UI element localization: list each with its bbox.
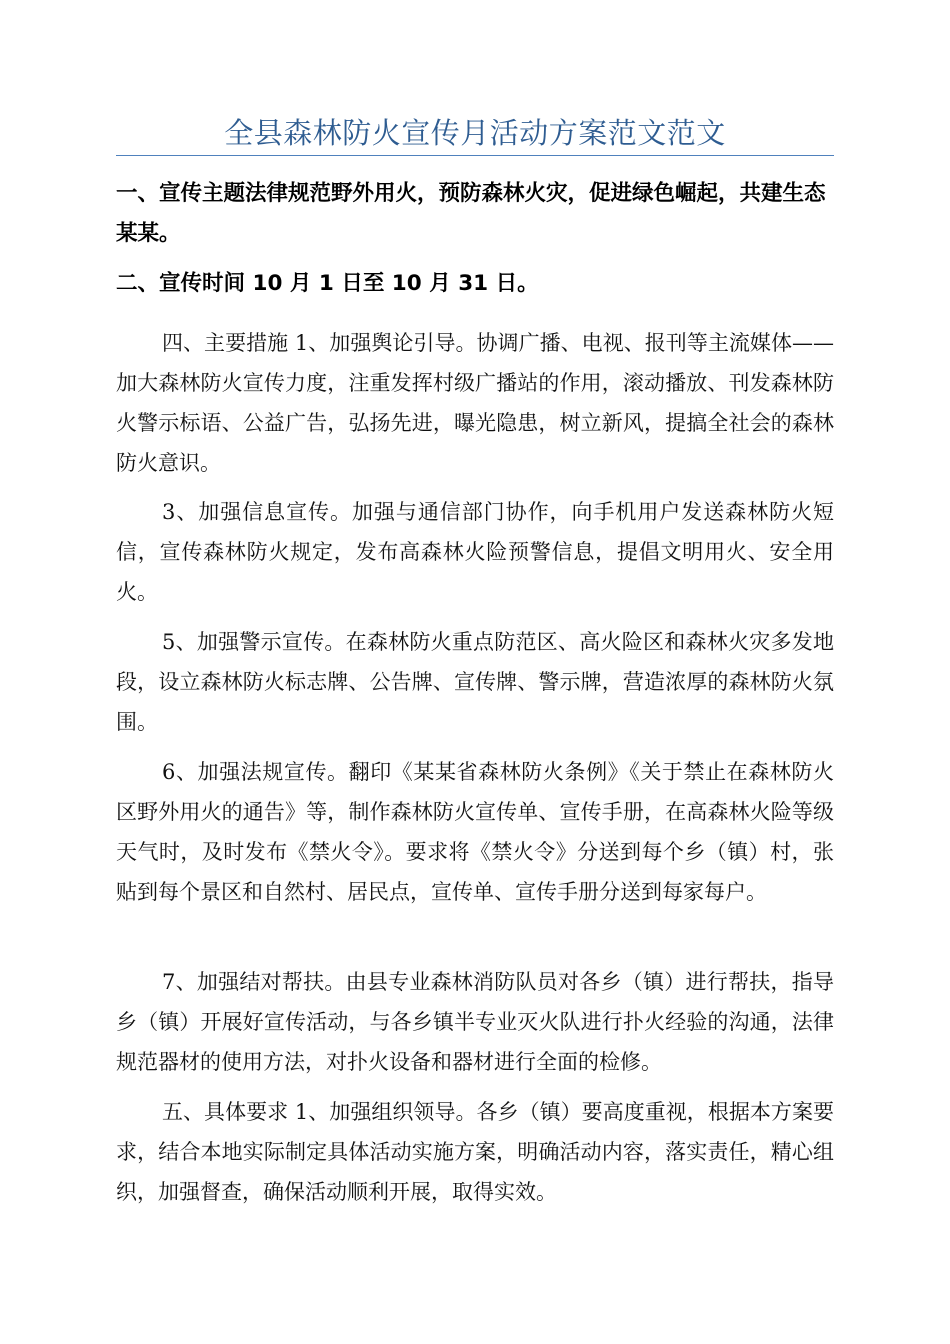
section-heading-theme: 一、宣传主题法律规范野外用火，预防森林火灾，促进绿色崛起，共建生态某某。 (116, 181, 826, 246)
paragraph-main-measures: 四、主要措施 1、加强舆论引导。协调广播、电视、报刊等主流媒体——加大森林防火宣传力度，注重发挥村级广播站的作用，滚动播放、刊发森林防火警示标语、公益广告，弘扬先进，曝光隐患，树立新风，提搞全社会的森林防火意识。 (116, 331, 834, 475)
paragraph-paired-assistance: 7、加强结对帮扶。由县专业森林消防队员对各乡（镇）进行帮扶，指导乡（镇）开展好宣传活动，与各乡镇半专业灭火队进行扑火经验的沟通，法律规范器材的使用方法，对扑火设备和器材进行全面的检修。 (116, 970, 834, 1074)
title-underline-rule (116, 155, 834, 156)
paragraph-regulation-publicity: 6、加强法规宣传。翻印《某某省森林防火条例》《关于禁止在森林防火区野外用火的通告》等，制作森林防火宣传单、宣传手册，在高森林火险等级天气时，及时发布《禁火令》。要求将《禁火令》分送到每个乡（镇）村，张贴到每个景区和自然村、居民点，宣传单、宣传手册分送到每家每户。 (116, 760, 834, 904)
paragraph-info-publicity: 3、加强信息宣传。加强与通信部门协作，向手机用户发送森林防火短信，宣传森林防火规定，发布高森林火险预警信息，提倡文明用火、安全用火。 (116, 500, 834, 604)
section-heading-time: 二、宣传时间 10 月 1 日至 10 月 31 日。 (116, 271, 539, 296)
paragraph-specific-requirements: 五、具体要求 1、加强组织领导。各乡（镇）要高度重视，根据本方案要求，结合本地实际制定具体活动实施方案，明确活动内容，落实责任，精心组织，加强督查，确保活动顺利开展，取得实效。 (116, 1100, 834, 1204)
paragraph-warning-publicity: 5、加强警示宣传。在森林防火重点防范区、高火险区和森林火灾多发地段，设立森林防火标志牌、公告牌、宣传牌、警示牌，营造浓厚的森林防火氛围。 (116, 630, 834, 734)
document-title: 全县森林防火宣传月活动方案范文范文 (224, 116, 726, 150)
